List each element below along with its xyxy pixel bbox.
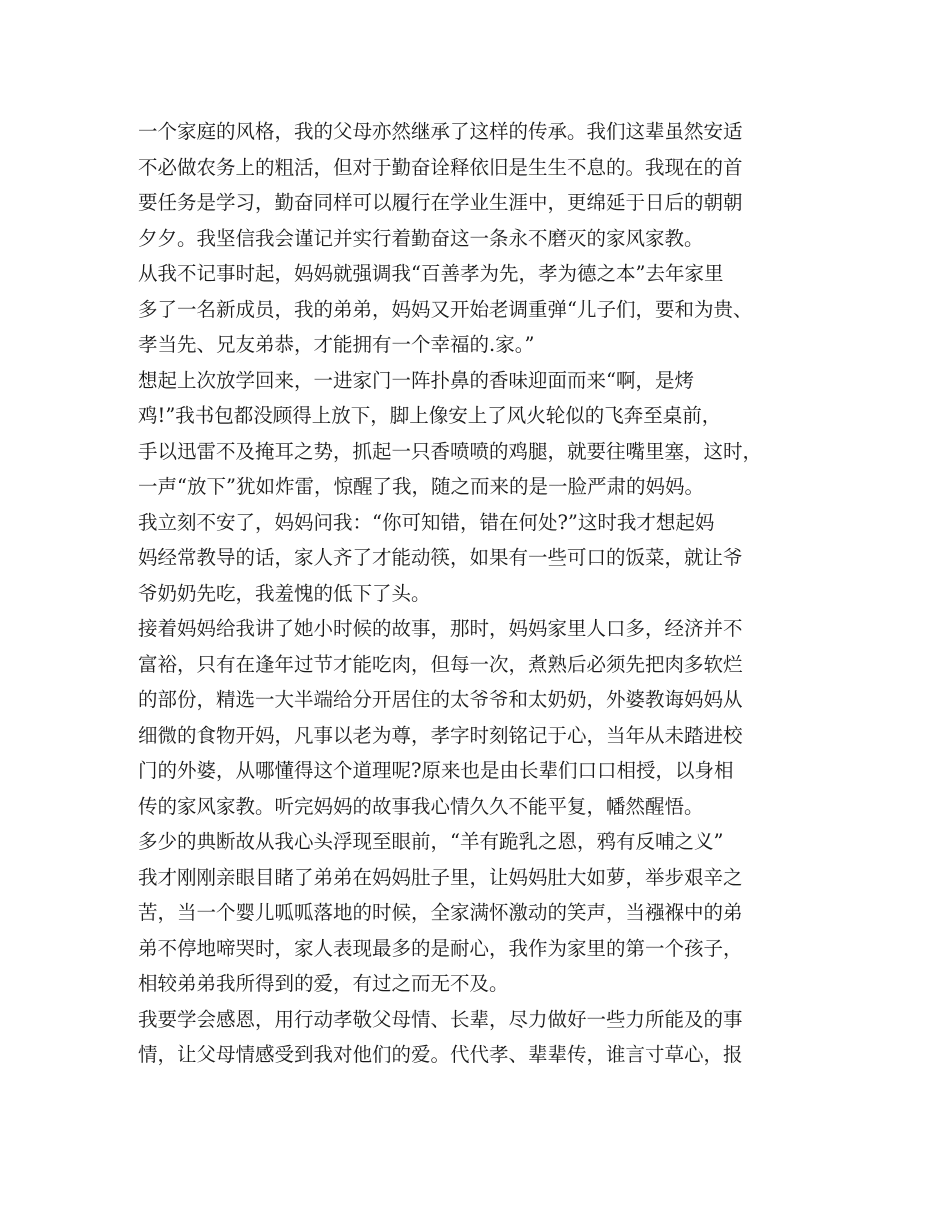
text-line: 我要学会感恩，用行动孝敬父母情、长辈，尽力做好一些力所能及的事	[138, 1007, 743, 1031]
text-line: 从我不记事时起，妈妈就强调我“百善孝为先，孝为德之本”去年家里	[138, 262, 724, 285]
text-line: 传的家风家教。听完妈妈的故事我心情久久不能平复，幡然醒悟。	[138, 794, 704, 818]
document-body	[138, 114, 828, 1073]
text-line: 孝当先、兄友弟恭，才能拥有一个幸福的.家。”	[138, 333, 535, 356]
text-line: 不必做农务上的粗活，但对于勤奋诠释依旧是生生不息的。我现在的首	[138, 155, 743, 179]
text-line: 的部份，精选一大半端给分开居住的太爷爷和太奶奶，外婆教诲妈妈从	[138, 688, 743, 711]
text-line: 情，让父母情感受到我对他们的爱。代代孝、辈辈传，谁言寸草心，报	[138, 1043, 743, 1066]
text-line: 弟不停地啼哭时，家人表现最多的是耐心，我作为家里的第一个孩子，	[138, 936, 743, 960]
text-line: 我才刚刚亲眼目睹了弟弟在妈妈肚子里，让妈妈肚大如萝，举步艰辛之	[138, 865, 743, 889]
text-line: 门的外婆，从哪懂得这个道理呢?原来也是由长辈们口口相授，以身相	[138, 759, 734, 782]
text-line: 富裕，只有在逢年过节才能吃肉，但每一次，煮熟后必须先把肉多软烂	[138, 652, 743, 676]
text-line: 苦，当一个婴儿呱呱落地的时候，全家满怀激动的笑声，当襁褓中的弟	[138, 901, 743, 924]
text-line: 夕夕。我坚信我会谨记并实行着勤奋这一条永不磨灭的家风家教。	[138, 226, 704, 250]
text-line: 多了一名新成员，我的弟弟，妈妈又开始老调重弹“儿子们，要和为贵、	[138, 297, 753, 321]
text-line: 多少的典断故从我心头浮现至眼前，“羊有跪乳之恩，鸦有反哺之义”	[138, 830, 724, 853]
text-line: 鸡!”我书包都没顾得上放下，脚上像安上了风火轮似的飞奔至桌前，	[138, 404, 722, 427]
text-line: 手以迅雷不及掩耳之势，抓起一只香喷喷的鸡腿，就要往嘴里塞，这时，	[138, 439, 763, 463]
text-line: 接着妈妈给我讲了她小时候的故事，那时，妈妈家里人口多，经济并不	[138, 617, 743, 640]
text-line: 要任务是学习，勤奋同样可以履行在学业生涯中，更绵延于日后的朝朝	[138, 191, 743, 214]
text-line: 想起上次放学回来，一进家门一阵扑鼻的香味迎面而来“啊，是烤	[138, 368, 694, 392]
text-line: 细微的食物开妈，凡事以老为尊，孝字时刻铭记于心，当年从未踏进校	[138, 723, 743, 747]
text-line: 一个家庭的风格，我的父母亦然继承了这样的传承。我们这辈虽然安适	[138, 120, 743, 143]
text-line: 爷奶奶先吃，我羞愧的低下了头。	[138, 581, 431, 605]
text-line: 妈经常教导的话，家人齐了才能动筷，如果有一些可口的饭菜，就让爷	[138, 546, 743, 569]
text-line: 相较弟弟我所得到的爱，有过之而无不及。	[138, 972, 509, 995]
text-line: 一声“放下”犹如炸雷，惊醒了我，随之而来的是一脸严肃的妈妈。	[138, 475, 704, 498]
text-line: 我立刻不安了，妈妈问我：“你可知错，错在何处?”这时我才想起妈	[138, 510, 715, 534]
